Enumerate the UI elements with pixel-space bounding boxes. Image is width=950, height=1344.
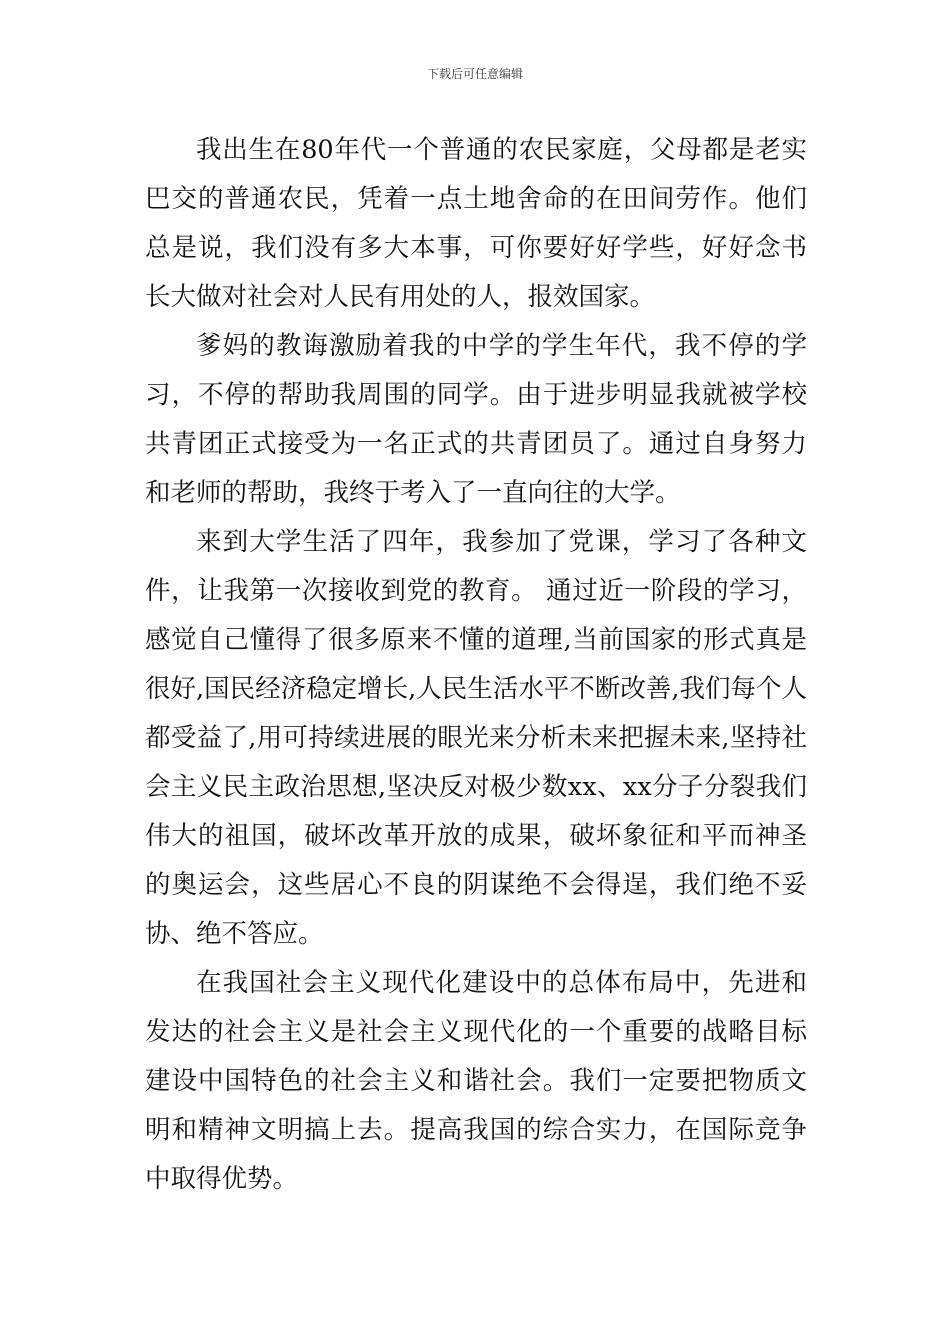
- paragraph-3: 来到大学生活了四年，我参加了党课，学习了各种文件，让我第一次接收到党的教育。 通过近一阶段的学习，感觉自己懂得了很多原来不懂的道理,当前国家的形式真是很好,国民经济稳定增长,人民生活水平不断改善,我们每个人都受益了,用可持续进展的眼光来分析未来把握未来,坚持社会主义民主政治思想,坚决反对极少数xx、xx分子分裂我们伟大的祖国，破坏改革开放的成果，破坏象征和平而神圣的奥运会，这些居心不良的阴谋绝不会得逞，我们绝不妥协、绝不答应。: [145, 527, 807, 949]
- page-header-note: 下载后可任意编辑: [426, 67, 523, 81]
- paragraph-1: 我出生在80年代一个普通的农民家庭，父母都是老实巴交的普通农民，凭着一点土地舍命的在田间劳作。他们总是说，我们没有多大本事，可你要好好学些，好好念书长大做对社会对人民有用处的人，报效国家。: [145, 135, 807, 312]
- paragraph-4: 在我国社会主义现代化建设中的总体布局中，先进和发达的社会主义是社会主义现代化的一个重要的战略目标建设中国特色的社会主义和谐社会。我们一定要把物质文明和精神文明搞上去。提高我国的综合实力，在国际竞争中取得优势。: [145, 968, 807, 1194]
- document-body: [145, 126, 807, 1204]
- paragraph-2: 爹妈的教诲激励着我的中学的学生年代，我不停的学习，不停的帮助我周围的同学。由于进步明显我就被学校共青团正式接受为一名正式的共青团员了。通过自身努力和老师的帮助，我终于考入了一直向往的大学。: [145, 331, 807, 508]
